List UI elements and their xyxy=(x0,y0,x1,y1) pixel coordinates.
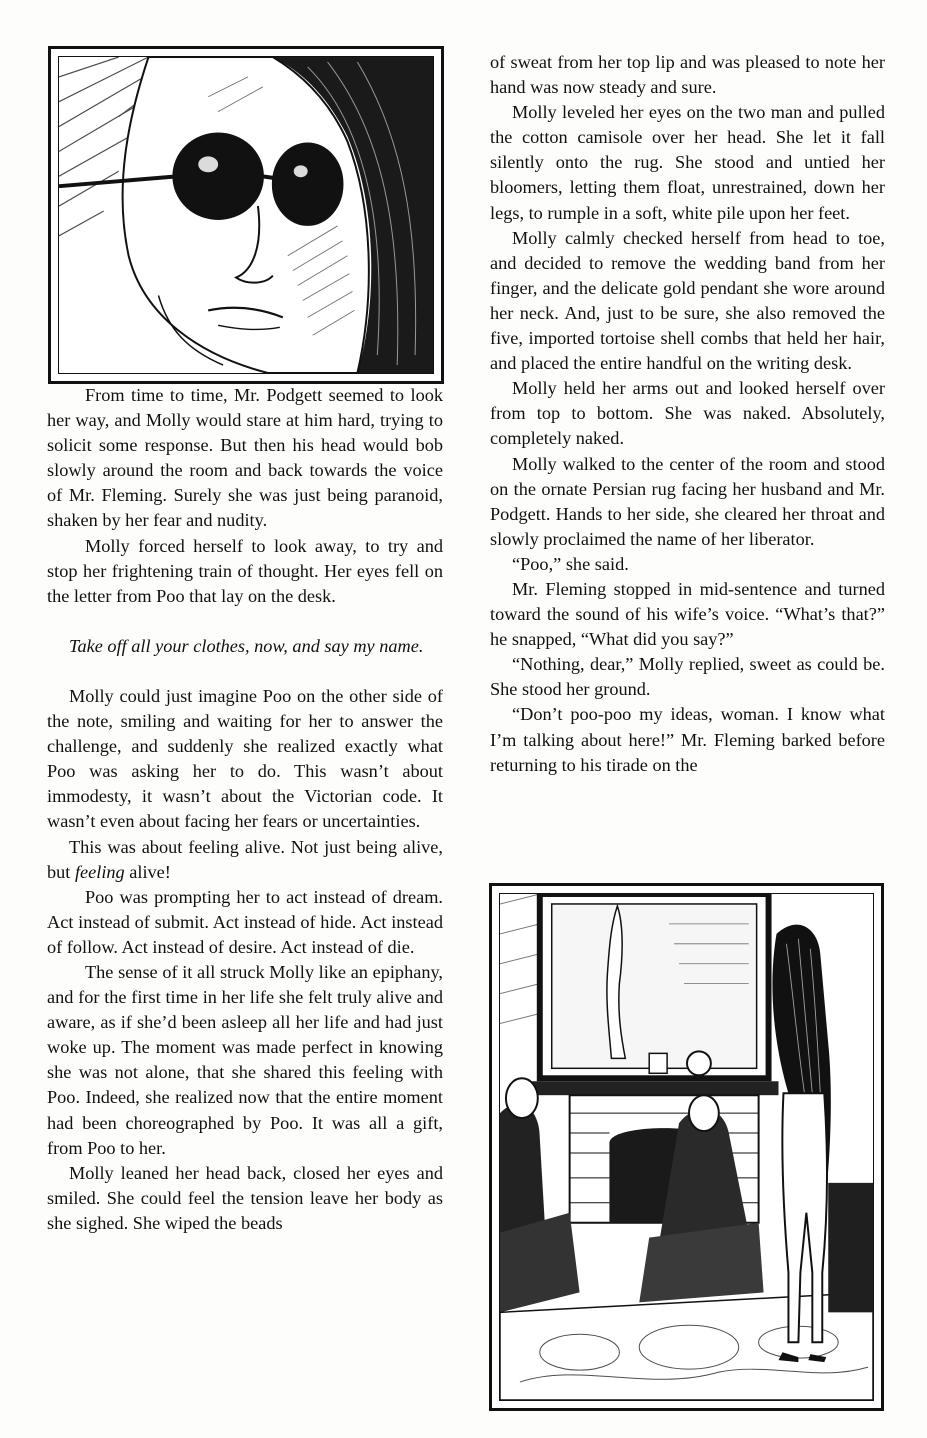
podgett-portrait-drawing xyxy=(59,57,433,373)
paragraph: Molly walked to the center of the room and stood on the ornate Persian rug facing her husband and Mr. Podgett. Hands to her side, she cleared her throat and slowly proclaimed the name of her liberator. xyxy=(490,453,885,549)
letter-quote: Take off all your clothes, now, and say my name. xyxy=(69,635,424,656)
illustration-panel-podgett xyxy=(48,46,444,384)
illustration-room-art xyxy=(499,893,874,1401)
paragraph: “Nothing, dear,” Molly replied, sweet as could be. She stood her ground. xyxy=(490,654,885,700)
left-text-column xyxy=(47,383,443,1236)
paragraph: “Don’t poo-poo my ideas, woman. I know what I’m talking about here!” Mr. Fleming barked before returning to his tirade on the xyxy=(490,704,885,775)
paragraph: Molly held her arms out and looked herself over from top to bottom. She was naked. Absolutely, completely naked. xyxy=(490,378,885,449)
right-text-column xyxy=(490,50,885,778)
illustration-podgett-art xyxy=(58,56,434,374)
paragraph-alive-before: This was about feeling alive. Not just being alive, but xyxy=(47,836,443,882)
paragraph: Poo was prompting her to act instead of dream. Act instead of submit. Act instead of hide. Act instead of follow. Act instead of desire. Act instead of die. xyxy=(47,886,443,957)
paragraph: “Poo,” she said. xyxy=(512,553,629,574)
paragraph: Molly leveled her eyes on the two man and pulled the cotton camisole over her head. She let it fall silently onto the rug. She stood and untied her bloomers, letting them float, unrestrained, down her legs, to rumple in a soft, white pile upon her feet. xyxy=(490,102,885,223)
paragraph: Mr. Fleming stopped in mid-sentence and turned toward the sound of his wife’s voice. “What’s that?” he snapped, “What did you say?” xyxy=(490,578,885,650)
room-scene-drawing xyxy=(500,894,873,1400)
paragraph: From time to time, Mr. Podgett seemed to look her way, and Molly would stare at him hard, trying to solicit some response. But then his head would bob slowly around the room and back towards the voice of Mr. Fleming. Surely she was just being paranoid, shaken by her fear and nudity. xyxy=(47,385,443,531)
paragraph: Molly could just imagine Poo on the other side of the note, smiling and waiting for her to answer the challenge, and suddenly she realized exactly what Poo was asking her to do. This wasn’t about immodesty, it wasn’t about the Victorian code. It wasn’t even about facing her fears or uncertainties. xyxy=(47,685,443,832)
paragraph-alive-after: alive! xyxy=(124,861,171,882)
paragraph-alive-emphasis: feeling xyxy=(74,861,125,882)
paragraph: Molly calmly checked herself from head to toe, and decided to remove the wedding band from her finger, and the delicate gold pendant she wore around her neck. And, just to be sure, she also removed the five, imported tortoise shell combs that held her hair, and placed the entire handful on the writing desk. xyxy=(490,227,885,374)
paragraph: The sense of it all struck Molly like an epiphany, and for the first time in her life she felt truly alive and aware, as if she’d been asleep all her life and had just woke up. The moment was made perfect in knowing she was not alone, that she shared this feeling with Poo. Indeed, she realized now that the entire moment had been choreographed by Poo. It was all a gift, from Poo to her. xyxy=(47,961,443,1158)
paragraph: Molly leaned her head back, closed her eyes and smiled. She could feel the tension leave her body as she sighed. She wiped the beads xyxy=(47,1162,443,1233)
paragraph: Molly forced herself to look away, to try and stop her frightening train of thought. Her eyes fell on the letter from Poo that lay on the desk. xyxy=(47,535,443,606)
paragraph-alive xyxy=(47,835,443,885)
paragraph: of sweat from her top lip and was pleased to note her hand was now steady and sure. xyxy=(490,52,885,98)
illustration-panel-molly-room xyxy=(489,883,884,1411)
